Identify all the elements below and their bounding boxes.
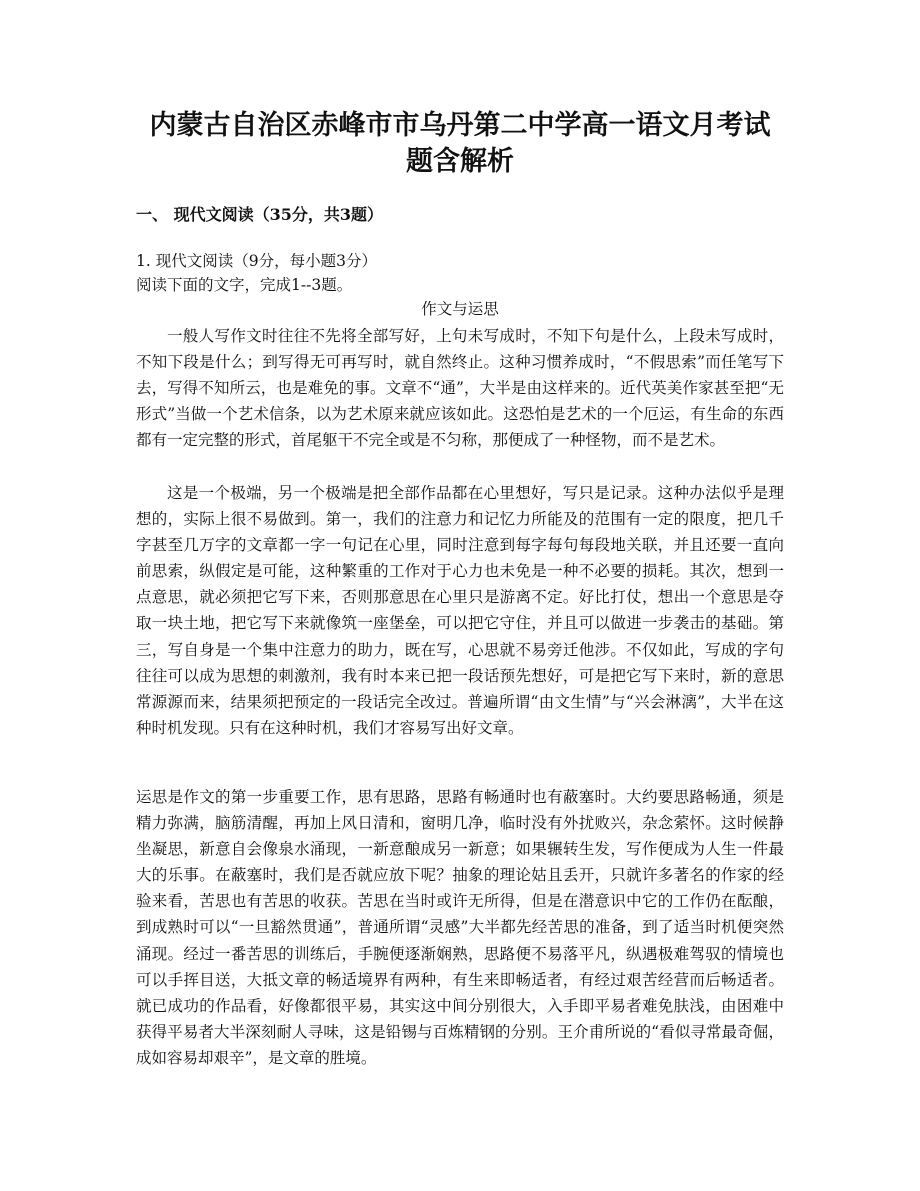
title-line-1: 内蒙古自治区赤峰市市乌丹第二中学高一语文月考试 — [149, 110, 771, 141]
question-label: 1. 现代文阅读（9分，每小题3分） — [136, 252, 377, 270]
paragraph-3: 运思是作文的第一步重要工作，思有思路，思路有畅通时也有蔽塞时。大约要思路畅通，须是精力弥满，脑筋清醒，再加上风日清和，窗明几净，临时没有外扰败兴，杂念萦怀。这时候静坐凝思，新意自会像泉水涌现，一新意酿成另一新意；如果辗转生发，写作便成为人生一件最大的乐事。在蔽塞时，我们是否就应放下呢？抽象的理论姑且丢开，只就许多著名的作家的经验来看，苦思也有苦思的收获。苦思在当时或许无所得，但是在潜意识中它的工作仍在酝酿，到成熟时可以“一旦豁然贯通”，普通所谓“灵感”大半都先经苦思的准备，到了适当时机便突然涌现。经过一番苦思的训练后，手腕便逐渐娴熟，思路便不易落平凡，纵遇极难驾驭的情境也可以手挥目送，大抵文章的畅适境界有两种，有生来即畅适者，有经过艰苦经营而后畅适者。就已成功的作品看，好像都很平易，其实这中间分别很大，入手即平易者难免肤浅，由困难中获得平易者大半深刻耐人寻味，这是铅锡与百炼精钢的分别。王介甫所说的“看似寻常最奇倔，成如容易却艰辛”，是文章的胜境。 — [136, 788, 784, 1067]
section-heading: 一、 现代文阅读（35分，共3题） — [136, 205, 383, 224]
instruction-text: 阅读下面的文字，完成1--3题。 — [136, 276, 353, 294]
paragraph-2: 这是一个极端，另一个极端是把全部作品都在心里想好，写只是记录。这种办法似乎是理想的，实际上很不易做到。第一，我们的注意力和记忆力所能及的范围有一定的限度，把几千字甚至几万字的文章都一字一句记在心里，同时注意到每字每句每段地关联，并且还要一直向前思索，纵假定是可能，这种繁重的工作对于心力也未免是一种不必要的损耗。其次，想到一点意思，就必须把它写下来，否则那意思在心里只是游离不定。好比打仗，想出一个意思是夺取一块土地，把它写下来就像筑一座堡垒，可以把它守住，并且可以做进一步袭击的基础。第三，写自身是一个集中注意力的助力，既在写，心思就不易旁迁他涉。不仅如此，写成的字句往往可以成为思想的刺激剂，我有时本来已把一段话预先想好，可是把它写下来时，新的意思常源源而来，结果须把预定的一段话完全改过。普遍所谓“由文生情”与“兴会淋漓”，大半在这种时机发现。只有在这种时机，我们才容易写出好文章。 — [136, 484, 784, 737]
passage-title: 作文与运思 — [421, 300, 499, 318]
watermark — [520, 578, 680, 618]
title-line-2: 题含解析 — [406, 146, 514, 177]
document-title — [0, 108, 920, 180]
paragraph-1: 一般人写作文时往往不先将全部写好，上句未写成时，不知下句是什么，上段未写成时，不知下段是什么；到写得无可再写时，就自然终止。这种习惯养成时，“不假思索”而任笔写下去，写得不知所云，也是难免的事。文章不“通”，大半是由这样来的。近代英美作家甚至把“无形式”当做一个艺术信条，以为艺术原来就应该如此。这恐怕是艺术的一个厄运，有生命的东西都有一定完整的形式，首尾躯干不完全或是不匀称，那便成了一种怪物，而不是艺术。 — [136, 327, 784, 450]
